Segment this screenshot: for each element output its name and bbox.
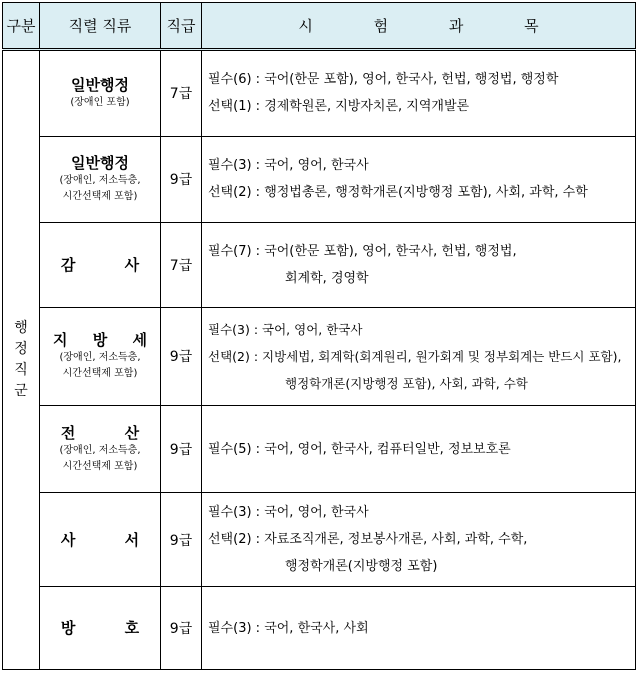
job-note: (장애인 포함) — [70, 97, 130, 109]
subject-text: 국어(한문 포함), 영어, 한국사, 헌법, 행정법, — [264, 243, 517, 259]
job-note: 시간선택제 포함) — [62, 461, 138, 473]
division-char: 군 — [14, 383, 28, 399]
subject-text: 국어(한문 포함), 영어, 한국사, 헌법, 행정법, 행정학 — [264, 72, 559, 88]
subjects-cell — [202, 587, 636, 670]
job-name: 방 호 — [60, 619, 162, 638]
header-subjects — [202, 3, 636, 50]
division-cell — [3, 50, 40, 670]
subject-text: 자료조직개론, 정보봉사개론, 사회, 과학, 수학, — [264, 532, 528, 548]
header-division: 구분 — [3, 3, 40, 50]
subjects-cell — [202, 492, 636, 587]
subject-line — [208, 526, 635, 553]
job-cell — [40, 307, 161, 406]
subject-line — [208, 370, 635, 397]
subject-text: 경제학원론, 지방자치론, 지역개발론 — [264, 99, 470, 115]
subject-line — [208, 238, 635, 265]
subject-text: 회계학, 경영학 — [285, 270, 369, 286]
exam-subjects-table — [2, 2, 636, 670]
job-name: 일반행정 — [71, 76, 129, 95]
grade-cell: 7급 — [161, 50, 202, 137]
grade-cell: 9급 — [161, 406, 202, 493]
header-subjects-label: 시 험 과 목 — [298, 17, 567, 35]
subject-label: 선택(2) : — [208, 185, 265, 201]
job-note: 시간선택제 포함) — [62, 368, 138, 380]
subject-line — [208, 553, 635, 580]
subject-label: 선택(1) : — [208, 99, 265, 115]
job-cell — [40, 223, 161, 308]
subjects-cell — [202, 406, 636, 493]
table-row — [3, 307, 636, 406]
table-row — [3, 492, 636, 587]
grade-cell: 9급 — [161, 307, 202, 406]
subject-line — [208, 499, 635, 526]
header-job: 직렬 직류 — [40, 3, 161, 50]
job-name: 사 서 — [60, 530, 162, 549]
job-note: 시간선택제 포함) — [62, 191, 138, 203]
table-row — [3, 587, 636, 670]
subject-line — [208, 93, 635, 120]
subject-label: 필수(7) : — [208, 243, 265, 259]
job-name: 전 산 — [60, 424, 162, 443]
grade-cell: 9급 — [161, 136, 202, 223]
subject-label: 필수(3) : — [208, 505, 265, 521]
subject-label: 필수(3) : — [208, 321, 263, 337]
subject-label: 필수(6) : — [208, 72, 265, 88]
job-cell — [40, 136, 161, 223]
subject-text: 행정법총론, 행정학개론(지방행정 포함), 사회, 과학, 수학 — [264, 185, 588, 201]
subject-line — [208, 615, 635, 642]
job-note: (장애인, 저소득층, — [59, 352, 141, 364]
subject-text: 국어, 한국사, 사회 — [264, 620, 369, 636]
subject-text: 행정학개론(지방행정 포함), 사회, 과학, 수학 — [285, 375, 528, 391]
subject-label: 선택(2) : — [208, 532, 265, 548]
subject-line — [208, 152, 635, 179]
subject-line — [208, 343, 635, 370]
subject-text: 국어, 영어, 한국사 — [262, 321, 363, 337]
grade-cell: 9급 — [161, 587, 202, 670]
division-char: 직 — [14, 362, 28, 378]
table-row — [3, 136, 636, 223]
subject-label: 필수(3) : — [208, 158, 265, 174]
subjects-cell — [202, 50, 636, 137]
subject-label: 필수(3) : — [208, 620, 265, 636]
subject-label: 필수(5) : — [208, 441, 265, 457]
job-note: (장애인, 저소득층, — [59, 445, 141, 457]
subject-text: 국어, 영어, 한국사 — [264, 158, 369, 174]
grade-cell: 7급 — [161, 223, 202, 308]
job-name: 감 사 — [60, 255, 162, 274]
division-char: 행 — [14, 320, 28, 336]
job-name: 지 방 세 — [53, 331, 157, 350]
table-row — [3, 50, 636, 137]
subject-line — [208, 436, 635, 463]
table-header-row — [3, 3, 636, 50]
job-note: (장애인, 저소득층, — [59, 175, 141, 187]
subject-line — [208, 66, 635, 93]
job-name: 일반행정 — [71, 154, 129, 173]
subjects-cell — [202, 307, 636, 406]
division-char: 정 — [14, 341, 28, 357]
subjects-cell — [202, 223, 636, 308]
job-cell — [40, 587, 161, 670]
job-cell — [40, 492, 161, 587]
subjects-cell — [202, 136, 636, 223]
subject-text: 행정학개론(지방행정 포함) — [285, 559, 438, 575]
table-row — [3, 223, 636, 308]
job-cell — [40, 406, 161, 493]
subject-text: 지방세법, 회계학(회계원리, 원가회계 및 정부회계는 반드시 포함), — [262, 348, 622, 364]
subject-line — [208, 316, 635, 343]
header-grade: 직급 — [161, 3, 202, 50]
grade-cell: 9급 — [161, 492, 202, 587]
subject-text: 국어, 영어, 한국사, 컴퓨터일반, 정보보호론 — [264, 441, 511, 457]
job-cell — [40, 50, 161, 137]
subject-line — [208, 179, 635, 206]
subject-text: 국어, 영어, 한국사 — [264, 505, 369, 521]
subject-label: 선택(2) : — [208, 348, 263, 364]
subject-line — [208, 265, 635, 292]
table-row — [3, 406, 636, 493]
